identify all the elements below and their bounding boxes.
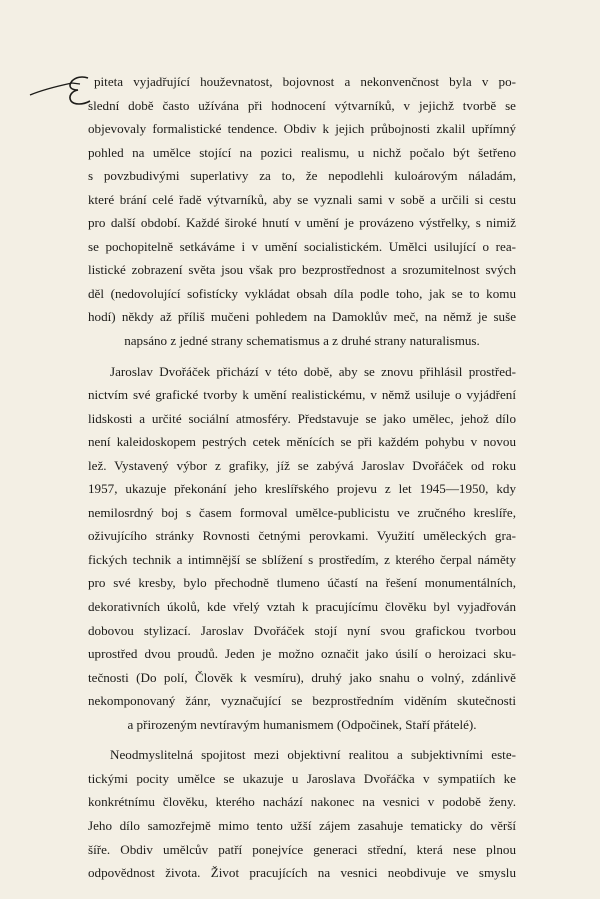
text-line: dekorativních úkolů, kde vřelý vztah k pracujícímu člověku byl vyjadřován	[88, 599, 516, 615]
text-line: slední době často užívána při hodnocení výtvarníků, v jejichž tvorbě se	[88, 97, 516, 113]
text-line: pro své kresby, bylo přechodně tlumeno účastí na řešení monumentálních,	[88, 575, 516, 591]
text-line: šíře. Obdiv umělcův patří ponejvíce generaci střední, která nese plnou	[88, 841, 516, 857]
text-line: lidskosti a určité sociální atmosféry. Představuje se jako umělec, jehož dílo	[88, 410, 516, 426]
text-line: nictvím své grafické tvorby k umění realistickému, v němž usiluje o vyjádření	[88, 387, 516, 403]
text-line: 1957, ukazuje překonání jeho kreslířského projevu z let 1945—1950, kdy	[88, 481, 516, 497]
text-line: napsáno z jedné strany schematismus a z druhé strany naturalismus.	[124, 333, 480, 349]
text-line: fických technik a intimnější se sblížení s prostředím, z kterého čerpal náměty	[88, 551, 516, 567]
paragraph-3	[88, 743, 516, 884]
text-line: pohled na umělce stojící na pozici realismu, u nichž počalo být šetřeno	[88, 144, 516, 160]
text-line: hodí) někdy až příliš mučeni pohledem na Damoklův meč, na němž je suše	[88, 309, 516, 325]
text-line: dobovou stylizací. Jaroslav Dvořáček stojí nyní svou grafickou tvorbou	[88, 622, 516, 638]
text-line: odpovědnost života. Život pracujících na vesnici neobdivuje ve smyslu	[88, 865, 516, 881]
text-line: listické zobrazení světa jsou však pro bezprostřednost a srozumitelnost svých	[88, 262, 516, 278]
text-line: není kaleidoskopem pestrých cetek měnících se při každém pohybu v novou	[88, 434, 516, 450]
decorative-initial-e	[28, 74, 94, 108]
text-line: tickými pocity umělce se ukazuje u Jaroslava Dvořáčka v sympatiích ke	[88, 770, 516, 786]
text-line: Jaroslav Dvořáček přichází v této době, aby se znovu přihlásil prostřed-	[110, 363, 516, 379]
text-line: nekomponovaný žánr, vyznačující se bezprostředním viděním skutečnosti	[88, 693, 516, 709]
text-line: které brání celé řadě výtvarníků, aby se vyznali sami v sobě a určili si cestu	[88, 191, 516, 207]
text-line: s povzbudivými superlativy za to, že nepodlehli kuloárovým náladám,	[88, 168, 516, 184]
text-line: Jeho dílo samozřejmě mimo tento užší zájem zasahuje tematicky do věrší	[88, 817, 516, 833]
text-line: Neodmyslitelná spojitost mezi objektivní realitou a subjektivními este-	[110, 747, 516, 763]
text-line: objevovaly formalistické tendence. Obdiv k jejich průbojnosti zkalil upřímný	[88, 121, 516, 137]
body-text	[88, 70, 516, 892]
paragraph-1	[88, 70, 516, 353]
text-line: lež. Vystavený výbor z grafiky, jíž se zabývá Jaroslav Dvořáček od roku	[88, 457, 516, 473]
text-line: se pochopitelně setkáváme i v umění socialistickém. Umělci usilující o rea-	[88, 238, 516, 254]
text-line: piteta vyjadřující houževnatost, bojovnost a nekonvenčnost byla v po-	[94, 74, 516, 89]
paragraph-2	[88, 360, 516, 737]
text-line: uprostřed dvou proudů. Jeden je možno označit jako úsilí o heroizaci sku-	[88, 646, 516, 662]
text-line: a přirozeným nevtíravým humanismem (Odpočinek, Staří přátelé).	[127, 716, 477, 732]
text-line: pro další období. Každé široké hnutí v umění je provázeno výstřelky, s nimiž	[88, 215, 516, 231]
text-line: děl (nedovolující sofistícky vykládat obsah díla podle toho, jak se to komu	[88, 285, 516, 301]
text-line: nemilosrdný boj s časem formoval umělce-publicistu ve zručného kreslíře,	[88, 504, 516, 520]
text-line: oživujícího stránky Rovnosti četnými perovkami. Využití uměleckých gra-	[88, 528, 516, 544]
text-line: konkrétnímu člověku, kterého nachází nakonec na vesnici v podobě ženy.	[88, 794, 516, 810]
text-line: tečnosti (Do polí, Člověk k vesmíru), druhý jako snahu o volný, zdánlivě	[88, 669, 516, 685]
